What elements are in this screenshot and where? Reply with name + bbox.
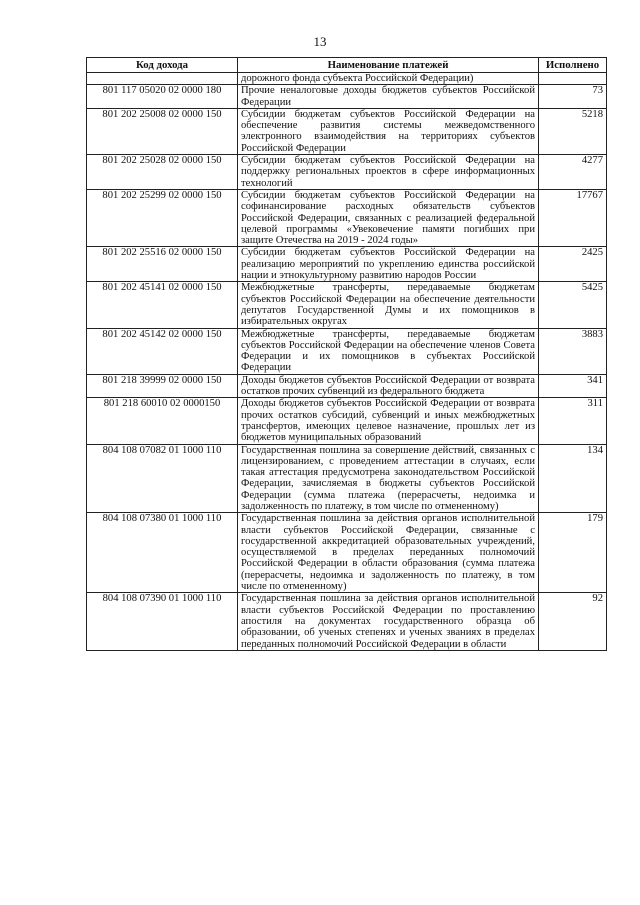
table-row	[87, 374, 607, 398]
row-amount: 2425	[539, 247, 607, 282]
row-amount: 179	[539, 513, 607, 593]
table-row	[87, 189, 607, 246]
row-amount: 3883	[539, 328, 607, 374]
table-row	[87, 513, 607, 593]
row-amount	[539, 73, 607, 85]
table-row	[87, 247, 607, 282]
table-header-row	[87, 58, 607, 73]
table-row	[87, 398, 607, 444]
table-row	[87, 85, 607, 109]
row-code: 801 202 25028 02 0000 150	[87, 155, 238, 190]
row-code: 801 202 25008 02 0000 150	[87, 108, 238, 154]
page-number: 13	[313, 34, 327, 49]
row-code: 801 218 39999 02 0000 150	[87, 374, 238, 398]
table-row	[87, 282, 607, 328]
table-row	[87, 444, 607, 513]
row-code: 801 202 25516 02 0000 150	[87, 247, 238, 282]
row-code: 801 117 05020 02 0000 180	[87, 85, 238, 109]
table-row	[87, 108, 607, 154]
row-amount: 73	[539, 85, 607, 109]
row-name: Субсидии бюджетам субъектов Российской Федерации на обеспечение развития системы межведомственного электронного взаимодействия на территориях субъектов Российской Федерации	[238, 108, 539, 154]
row-name: Субсидии бюджетам субъектов Российской Федерации на реализацию мероприятий по укреплению единства российской нации и этнокультурному развитию народов России	[238, 247, 539, 282]
row-name: Доходы бюджетов субъектов Российской Федерации от возврата остатков прочих субвенций из федерального бюджета	[238, 374, 539, 398]
row-amount: 4277	[539, 155, 607, 190]
row-amount: 5218	[539, 108, 607, 154]
header-amount: Исполнено	[539, 58, 607, 73]
row-name: Доходы бюджетов субъектов Российской Федерации от возврата прочих остатков субсидий, субвенций и иных межбюджетных трансфертов, имеющих целевое назначение, прошлых лет из бюджетов муниципальных образований	[238, 398, 539, 444]
row-code: 804 108 07380 01 1000 110	[87, 513, 238, 593]
row-amount: 5425	[539, 282, 607, 328]
row-amount: 92	[539, 593, 607, 650]
row-code: 801 202 45142 02 0000 150	[87, 328, 238, 374]
row-name: Субсидии бюджетам субъектов Российской Федерации на софинансирование расходных обязательств субъектов Российской Федерации, связанных с реализацией федеральной целевой программы «Увековечение памяти погибших при защите Отечества на 2019 - 2024 годы»	[238, 189, 539, 246]
row-code: 801 218 60010 02 0000150	[87, 398, 238, 444]
row-name: Государственная пошлина за совершение действий, связанных с лицензированием, с проведением аттестации в случаях, если такая аттестация предусмотрена законодательством Российской Федерации, зачисляемая в бюджеты субъектов Российской Федерации (сумма платежа (перерасчеты, недоимка и задолженность по платежу, в том числе по отмененному)	[238, 444, 539, 513]
row-amount: 311	[539, 398, 607, 444]
row-amount: 134	[539, 444, 607, 513]
row-code: 804 108 07390 01 1000 110	[87, 593, 238, 650]
row-name: Субсидии бюджетам субъектов Российской Федерации на поддержку региональных проектов в сфере информационных технологий	[238, 155, 539, 190]
row-code: 804 108 07082 01 1000 110	[87, 444, 238, 513]
row-code	[87, 73, 238, 85]
table-row	[87, 328, 607, 374]
row-name: Государственная пошлина за действия органов исполнительной власти субъектов Российской Федерации, связанные с государственной аккредитацией образовательных учреждений, осуществляемой в пределах переданных полномочий Российской Федерации в области образования (сумма платежа (перерасчеты, недоимка и задолженность по платежу, в том числе по отмененному)	[238, 513, 539, 593]
row-name: Прочие неналоговые доходы бюджетов субъектов Российской Федерации	[238, 85, 539, 109]
row-name: Межбюджетные трансферты, передаваемые бюджетам субъектов Российской Федерации на обеспечение деятельности депутатов Государственной Думы и их помощников в избирательных округах	[238, 282, 539, 328]
table-row	[87, 593, 607, 650]
row-amount: 341	[539, 374, 607, 398]
row-name: Государственная пошлина за действия органов исполнительной власти субъектов Российской Федерации по проставлению апостиля на документах государственного образца об образовании, об ученых степенях и ученых званиях в пределах переданных полномочий Российской Федерации в области	[238, 593, 539, 650]
header-code: Код дохода	[87, 58, 238, 73]
revenue-table	[86, 57, 607, 651]
row-code: 801 202 45141 02 0000 150	[87, 282, 238, 328]
header-name: Наименование платежей	[238, 58, 539, 73]
row-name: дорожного фонда субъекта Российской Федерации)	[238, 73, 539, 85]
row-name: Межбюджетные трансферты, передаваемые бюджетам субъектов Российской Федерации на обеспечение членов Совета Федерации и их помощников в субъектах Российской Федерации	[238, 328, 539, 374]
row-code: 801 202 25299 02 0000 150	[87, 189, 238, 246]
table-row	[87, 73, 607, 85]
row-amount: 17767	[539, 189, 607, 246]
table-row	[87, 155, 607, 190]
